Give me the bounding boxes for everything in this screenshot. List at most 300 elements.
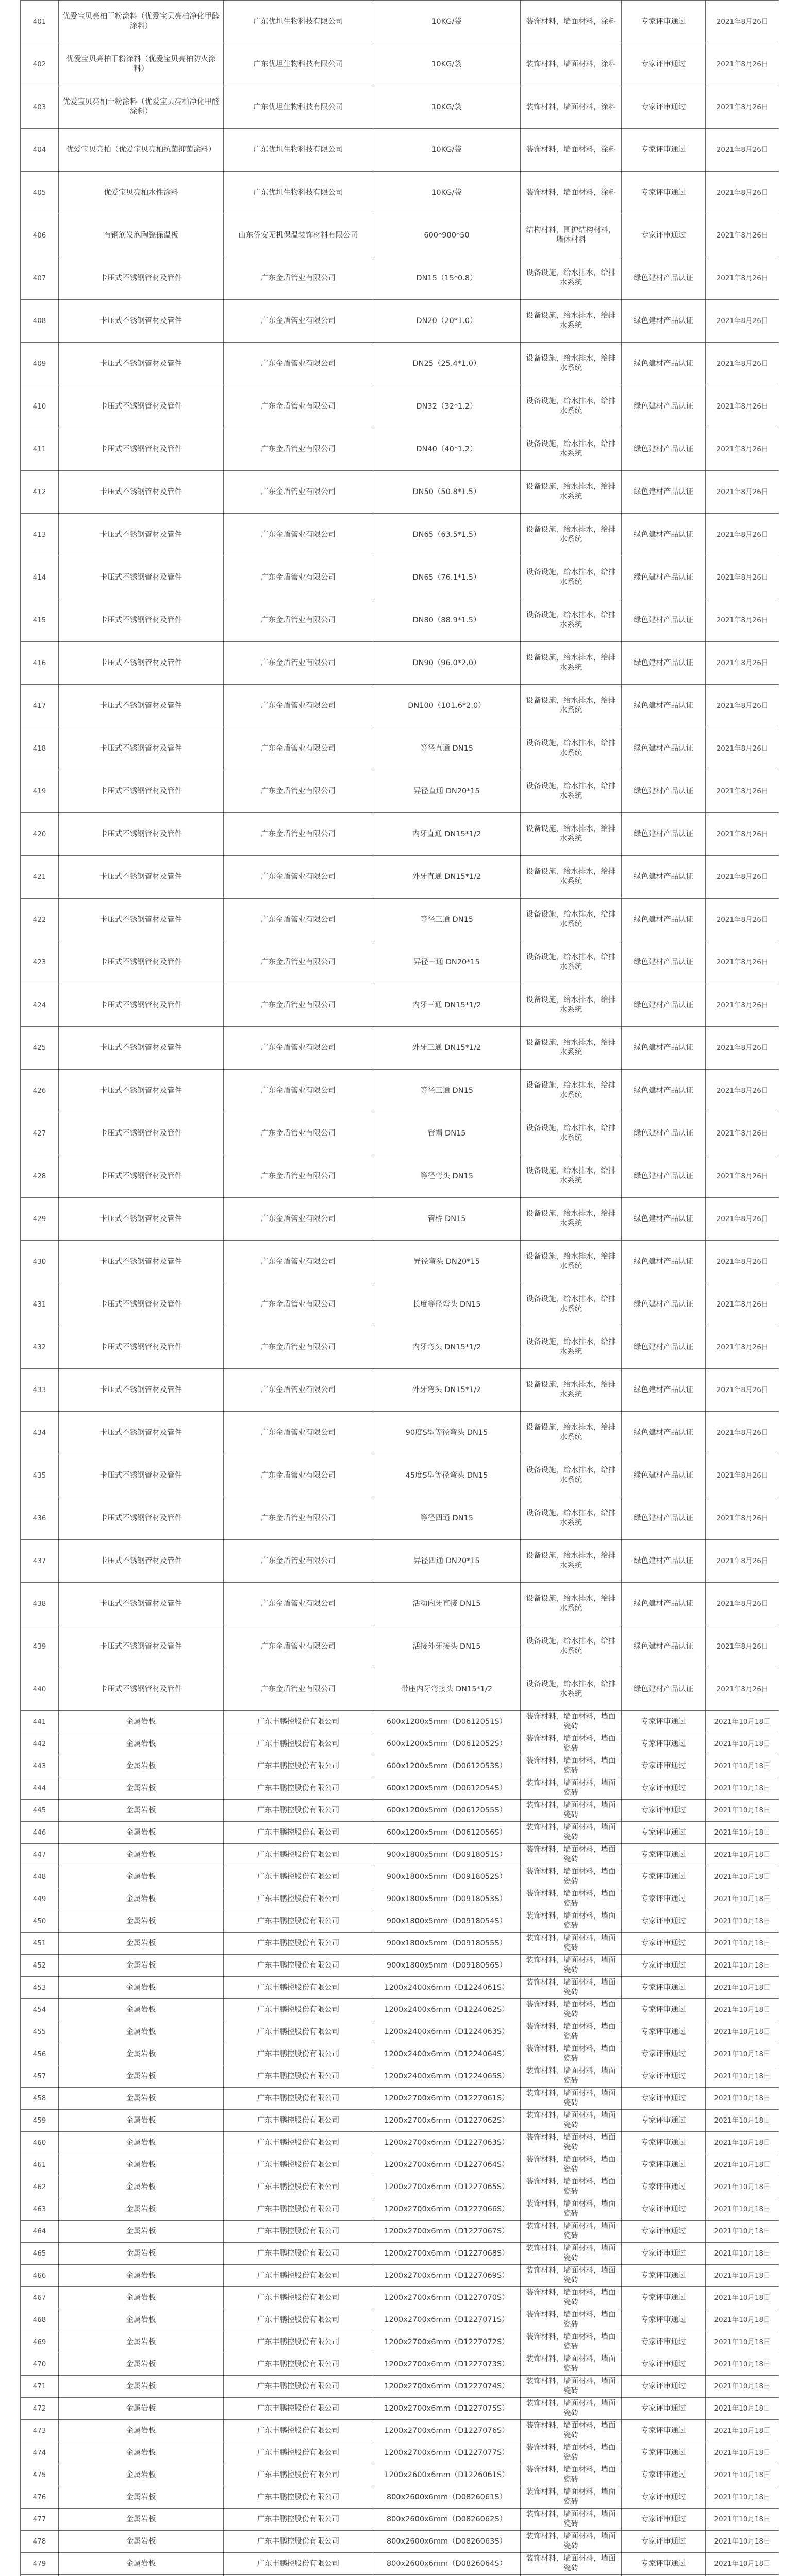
approval-method-cell: 绿色建材产品认证	[622, 1668, 706, 1711]
approval-date-cell: 2021年10月18日	[706, 1844, 779, 1866]
row-number-cell: 478	[21, 2531, 59, 2553]
company-name-cell: 广东丰鹏控股份有限公司	[224, 2243, 373, 2265]
company-name-cell: 广东丰鹏控股份有限公司	[224, 2132, 373, 2154]
table-row	[21, 1822, 779, 1844]
product-name-cell: 金属岩板	[59, 2154, 224, 2176]
approval-method-cell: 绿色建材产品认证	[622, 856, 706, 899]
product-spec-cell: DN32（32*1.2）	[373, 385, 521, 428]
approval-date-cell: 2021年8月26日	[706, 1326, 779, 1369]
row-number-cell: 461	[21, 2154, 59, 2176]
product-spec-cell: 1200x2400x6mm（D1224063S）	[373, 2021, 521, 2043]
approval-method-cell: 绿色建材产品认证	[622, 428, 706, 471]
product-category-cell: 装饰材料，墙面材料，涂料	[521, 86, 622, 129]
company-name-cell: 广东丰鹏控股份有限公司	[224, 1888, 373, 1910]
table-row	[21, 2221, 779, 2243]
table-row	[21, 685, 779, 727]
approval-date-cell: 2021年10月18日	[706, 1800, 779, 1822]
approval-method-cell: 绿色建材产品认证	[622, 1155, 706, 1198]
approval-date-cell: 2021年10月18日	[706, 2043, 779, 2065]
approval-date-cell: 2021年10月18日	[706, 2110, 779, 2132]
company-name-cell: 广东丰鹏控股份有限公司	[224, 2486, 373, 2509]
row-number-cell: 431	[21, 1283, 59, 1326]
product-name-cell: 金属岩板	[59, 2464, 224, 2486]
row-number-cell: 437	[21, 1540, 59, 1583]
company-name-cell: 广东金盾管业有限公司	[224, 1198, 373, 1241]
row-number-cell: 476	[21, 2486, 59, 2509]
row-number-cell: 465	[21, 2243, 59, 2265]
row-number-cell: 450	[21, 1910, 59, 1933]
product-spec-cell: 等径弯头 DN15	[373, 1155, 521, 1198]
approval-date-cell: 2021年8月26日	[706, 1283, 779, 1326]
product-spec-cell: 1200x2700x6mm（D1227071S）	[373, 2309, 521, 2331]
row-number-cell: 412	[21, 471, 59, 514]
approval-date-cell: 2021年8月26日	[706, 856, 779, 899]
product-category-cell: 装饰材料，墙面材料，墙面瓷砖	[521, 1866, 622, 1888]
product-category-cell: 设备设施，给水排水，给排水系统	[521, 1668, 622, 1711]
table-row	[21, 343, 779, 385]
product-category-cell: 设备设施，给水排水，给排水系统	[521, 556, 622, 599]
product-category-cell: 装饰材料，墙面材料，墙面瓷砖	[521, 2198, 622, 2221]
product-category-cell: 装饰材料，墙面材料，墙面瓷砖	[521, 2309, 622, 2331]
company-name-cell: 广东金盾管业有限公司	[224, 343, 373, 385]
product-category-cell: 装饰材料，墙面材料，墙面瓷砖	[521, 1800, 622, 1822]
table-row	[21, 1888, 779, 1910]
row-number-cell: 471	[21, 2376, 59, 2398]
product-spec-cell: 1200x2700x6mm（D1227066S）	[373, 2198, 521, 2221]
approval-method-cell: 专家评审通过	[622, 2265, 706, 2287]
table-row	[21, 941, 779, 984]
approval-method-cell: 绿色建材产品认证	[622, 343, 706, 385]
approval-date-cell: 2021年10月18日	[706, 2088, 779, 2110]
approval-date-cell: 2021年10月18日	[706, 2531, 779, 2553]
row-number-cell: 401	[21, 1, 59, 43]
company-name-cell: 广东丰鹏控股份有限公司	[224, 1999, 373, 2021]
company-name-cell: 广东金盾管业有限公司	[224, 1497, 373, 1540]
row-number-cell: 410	[21, 385, 59, 428]
product-name-cell: 金属岩板	[59, 2420, 224, 2442]
row-number-cell: 425	[21, 1027, 59, 1070]
company-name-cell: 广东丰鹏控股份有限公司	[224, 1977, 373, 1999]
company-name-cell: 广东金盾管业有限公司	[224, 856, 373, 899]
product-category-cell: 装饰材料，墙面材料，墙面瓷砖	[521, 1844, 622, 1866]
company-name-cell: 广东丰鹏控股份有限公司	[224, 2265, 373, 2287]
approval-method-cell: 绿色建材产品认证	[622, 899, 706, 941]
row-number-cell: 432	[21, 1326, 59, 1369]
company-name-cell: 广东金盾管业有限公司	[224, 727, 373, 770]
company-name-cell: 广东丰鹏控股份有限公司	[224, 1910, 373, 1933]
approval-method-cell: 专家评审通过	[622, 2376, 706, 2398]
product-category-cell: 装饰材料，墙面材料，墙面瓷砖	[521, 1777, 622, 1800]
product-spec-cell: 1200x2700x6mm（D1227068S）	[373, 2243, 521, 2265]
company-name-cell: 广东丰鹏控股份有限公司	[224, 1844, 373, 1866]
row-number-cell: 421	[21, 856, 59, 899]
product-spec-cell: DN40（40*1.2）	[373, 428, 521, 471]
row-number-cell: 452	[21, 1955, 59, 1977]
product-name-cell: 卡压式不锈钢管材及管件	[59, 770, 224, 813]
company-name-cell: 广东金盾管业有限公司	[224, 514, 373, 556]
product-name-cell: 金属岩板	[59, 1999, 224, 2021]
row-number-cell: 426	[21, 1070, 59, 1112]
company-name-cell: 广东金盾管业有限公司	[224, 685, 373, 727]
row-number-cell: 409	[21, 343, 59, 385]
product-spec-cell: 600x1200x5mm（D0612054S）	[373, 1777, 521, 1800]
product-name-cell: 金属岩板	[59, 2287, 224, 2309]
product-name-cell: 卡压式不锈钢管材及管件	[59, 1241, 224, 1283]
approval-date-cell: 2021年10月18日	[706, 1888, 779, 1910]
approval-method-cell: 绿色建材产品认证	[622, 770, 706, 813]
row-number-cell: 427	[21, 1112, 59, 1155]
product-spec-cell: 内牙三通 DN15*1/2	[373, 984, 521, 1027]
product-spec-cell: 1200x2400x6mm（D1224061S）	[373, 1977, 521, 1999]
approval-date-cell: 2021年10月18日	[706, 2265, 779, 2287]
product-spec-cell: 1200x2400x6mm（D1224062S）	[373, 1999, 521, 2021]
product-category-cell: 设备设施，给水排水，给排水系统	[521, 685, 622, 727]
approval-method-cell: 专家评审通过	[622, 2154, 706, 2176]
company-name-cell: 广东金盾管业有限公司	[224, 471, 373, 514]
row-number-cell: 424	[21, 984, 59, 1027]
product-category-cell: 装饰材料，墙面材料，涂料	[521, 1, 622, 43]
product-name-cell: 卡压式不锈钢管材及管件	[59, 856, 224, 899]
company-name-cell: 广东金盾管业有限公司	[224, 428, 373, 471]
company-name-cell: 广东金盾管业有限公司	[224, 1283, 373, 1326]
company-name-cell: 广东金盾管业有限公司	[224, 899, 373, 941]
product-spec-cell: 内牙直通 DN15*1/2	[373, 813, 521, 856]
table-row	[21, 2043, 779, 2065]
approval-method-cell: 绿色建材产品认证	[622, 1412, 706, 1454]
product-category-cell: 装饰材料，墙面材料，墙面瓷砖	[521, 2021, 622, 2043]
table-row	[21, 1800, 779, 1822]
approval-date-cell: 2021年10月18日	[706, 2132, 779, 2154]
company-name-cell: 广东丰鹏控股份有限公司	[224, 1822, 373, 1844]
product-name-cell: 卡压式不锈钢管材及管件	[59, 471, 224, 514]
product-category-cell: 设备设施，给水排水，给排水系统	[521, 1070, 622, 1112]
approval-method-cell: 专家评审通过	[622, 2486, 706, 2509]
product-category-cell: 设备设施，给水排水，给排水系统	[521, 1412, 622, 1454]
table-row	[21, 172, 779, 214]
product-spec-cell: 等径三通 DN15	[373, 1070, 521, 1112]
product-name-cell: 金属岩板	[59, 2065, 224, 2088]
company-name-cell: 广东金盾管业有限公司	[224, 1454, 373, 1497]
product-category-cell: 设备设施，给水排水，给排水系统	[521, 1583, 622, 1625]
product-spec-cell: DN50（50.8*1.5）	[373, 471, 521, 514]
product-spec-cell: 800x2600x6mm（D0826063S）	[373, 2531, 521, 2553]
product-category-cell: 设备设施，给水排水，给排水系统	[521, 813, 622, 856]
approval-method-cell: 专家评审通过	[622, 1888, 706, 1910]
product-category-cell: 装饰材料，墙面材料，涂料	[521, 172, 622, 214]
product-name-cell: 金属岩板	[59, 1977, 224, 1999]
product-spec-cell: 900x1800x5mm（D0918054S）	[373, 1910, 521, 1933]
table-row	[21, 1755, 779, 1777]
row-number-cell: 444	[21, 1777, 59, 1800]
product-category-cell: 装饰材料，墙面材料，墙面瓷砖	[521, 2420, 622, 2442]
approval-date-cell: 2021年8月26日	[706, 1198, 779, 1241]
product-category-cell: 装饰材料，墙面材料，墙面瓷砖	[521, 2442, 622, 2464]
approval-date-cell: 2021年10月18日	[706, 1910, 779, 1933]
row-number-cell: 477	[21, 2509, 59, 2531]
table-row	[21, 1910, 779, 1933]
product-category-cell: 设备设施，给水排水，给排水系统	[521, 1369, 622, 1412]
table-row	[21, 2287, 779, 2309]
company-name-cell: 广东丰鹏控股份有限公司	[224, 2021, 373, 2043]
approval-method-cell: 专家评审通过	[622, 43, 706, 86]
row-number-cell: 406	[21, 214, 59, 257]
approval-method-cell: 绿色建材产品认证	[622, 1583, 706, 1625]
product-name-cell: 卡压式不锈钢管材及管件	[59, 1027, 224, 1070]
product-category-cell: 设备设施，给水排水，给排水系统	[521, 471, 622, 514]
product-spec-cell: 10KG/袋	[373, 86, 521, 129]
table-row	[21, 2243, 779, 2265]
table-row	[21, 2553, 779, 2575]
product-spec-cell: 外牙三通 DN15*1/2	[373, 1027, 521, 1070]
company-name-cell: 广东金盾管业有限公司	[224, 257, 373, 300]
product-category-cell: 装饰材料，墙面材料，墙面瓷砖	[521, 2398, 622, 2420]
product-spec-cell: 800x2600x6mm（D0826064S）	[373, 2553, 521, 2575]
product-name-cell: 金属岩板	[59, 2331, 224, 2353]
row-number-cell: 411	[21, 428, 59, 471]
approval-method-cell: 专家评审通过	[622, 1822, 706, 1844]
product-name-cell: 优爱宝贝亮柏（优爱宝贝亮柏抗菌抑菌涂料）	[59, 129, 224, 172]
product-name-cell: 金属岩板	[59, 2376, 224, 2398]
product-spec-cell: 10KG/袋	[373, 129, 521, 172]
product-name-cell: 金属岩板	[59, 1888, 224, 1910]
product-name-cell: 卡压式不锈钢管材及管件	[59, 813, 224, 856]
product-category-cell: 设备设施，给水排水，给排水系统	[521, 1497, 622, 1540]
table-row	[21, 471, 779, 514]
product-spec-cell: 900x1800x5mm（D0918055S）	[373, 1933, 521, 1955]
product-category-cell: 设备设施，给水排水，给排水系统	[521, 941, 622, 984]
product-name-cell: 卡压式不锈钢管材及管件	[59, 257, 224, 300]
approval-method-cell: 专家评审通过	[622, 2176, 706, 2198]
company-name-cell: 广东丰鹏控股份有限公司	[224, 2531, 373, 2553]
table-row	[21, 300, 779, 343]
approval-method-cell: 绿色建材产品认证	[622, 514, 706, 556]
product-spec-cell: DN20（20*1.0）	[373, 300, 521, 343]
product-spec-cell: 异径四通 DN20*15	[373, 1540, 521, 1583]
approval-date-cell: 2021年10月18日	[706, 2176, 779, 2198]
company-name-cell: 广东金盾管业有限公司	[224, 300, 373, 343]
table-row	[21, 1155, 779, 1198]
approval-method-cell: 绿色建材产品认证	[622, 1112, 706, 1155]
product-spec-cell: 1200x2700x6mm（D1227062S）	[373, 2110, 521, 2132]
company-name-cell: 广东金盾管业有限公司	[224, 1668, 373, 1711]
row-number-cell: 420	[21, 813, 59, 856]
company-name-cell: 广东丰鹏控股份有限公司	[224, 2110, 373, 2132]
company-name-cell: 广东丰鹏控股份有限公司	[224, 2398, 373, 2420]
table-row	[21, 1241, 779, 1283]
table-row	[21, 1112, 779, 1155]
table-row	[21, 428, 779, 471]
approval-date-cell: 2021年10月18日	[706, 2154, 779, 2176]
product-spec-cell: 外牙直通 DN15*1/2	[373, 856, 521, 899]
product-name-cell: 金属岩板	[59, 2486, 224, 2509]
table-row	[21, 556, 779, 599]
product-spec-cell: 10KG/袋	[373, 43, 521, 86]
row-number-cell: 429	[21, 1198, 59, 1241]
product-name-cell: 金属岩板	[59, 2265, 224, 2287]
table-row	[21, 642, 779, 685]
product-name-cell: 卡压式不锈钢管材及管件	[59, 1155, 224, 1198]
approval-date-cell: 2021年10月18日	[706, 1755, 779, 1777]
approval-date-cell: 2021年10月18日	[706, 1822, 779, 1844]
approval-method-cell: 专家评审通过	[622, 129, 706, 172]
approval-method-cell: 专家评审通过	[622, 2088, 706, 2110]
product-spec-cell: 1200x2700x6mm（D1227063S）	[373, 2132, 521, 2154]
row-number-cell: 462	[21, 2176, 59, 2198]
approval-date-cell: 2021年10月18日	[706, 2398, 779, 2420]
approval-method-cell: 专家评审通过	[622, 2110, 706, 2132]
approval-method-cell: 专家评审通过	[622, 1, 706, 43]
company-name-cell: 广东金盾管业有限公司	[224, 1412, 373, 1454]
product-spec-cell: 1200x2600x6mm（D1226061S）	[373, 2464, 521, 2486]
company-name-cell: 广东金盾管业有限公司	[224, 813, 373, 856]
product-name-cell: 金属岩板	[59, 1910, 224, 1933]
product-spec-cell: 1200x2700x6mm（D1227076S）	[373, 2420, 521, 2442]
product-name-cell: 卡压式不锈钢管材及管件	[59, 1198, 224, 1241]
product-name-cell: 卡压式不锈钢管材及管件	[59, 1454, 224, 1497]
product-name-cell: 卡压式不锈钢管材及管件	[59, 1412, 224, 1454]
company-name-cell: 广东丰鹏控股份有限公司	[224, 1955, 373, 1977]
approval-method-cell: 绿色建材产品认证	[622, 642, 706, 685]
product-category-cell: 结构材料，围护结构材料，墙体材料	[521, 214, 622, 257]
product-spec-cell: DN100（101.6*2.0）	[373, 685, 521, 727]
product-spec-cell: 异径弯头 DN20*15	[373, 1241, 521, 1283]
product-name-cell: 金属岩板	[59, 1800, 224, 1822]
approval-method-cell: 专家评审通过	[622, 2331, 706, 2353]
table-row	[21, 1454, 779, 1497]
table-row	[21, 2088, 779, 2110]
product-spec-cell: 1200x2700x6mm（D1227067S）	[373, 2221, 521, 2243]
product-name-cell: 优爱宝贝亮柏干粉涂料（优爱宝贝亮柏防火涂料）	[59, 43, 224, 86]
product-table-body	[21, 1, 779, 2576]
company-name-cell: 广东丰鹏控股份有限公司	[224, 1733, 373, 1755]
table-row	[21, 1711, 779, 1733]
product-spec-cell: 1200x2700x6mm（D1227070S）	[373, 2287, 521, 2309]
approval-date-cell: 2021年8月26日	[706, 1454, 779, 1497]
approval-method-cell: 专家评审通过	[622, 2353, 706, 2376]
approval-date-cell: 2021年10月18日	[706, 2021, 779, 2043]
approval-method-cell: 专家评审通过	[622, 2132, 706, 2154]
approval-date-cell: 2021年8月26日	[706, 1, 779, 43]
product-name-cell: 卡压式不锈钢管材及管件	[59, 899, 224, 941]
row-number-cell: 430	[21, 1241, 59, 1283]
company-name-cell: 广东丰鹏控股份有限公司	[224, 2176, 373, 2198]
row-number-cell: 472	[21, 2398, 59, 2420]
row-number-cell: 419	[21, 770, 59, 813]
product-category-cell: 设备设施，给水排水，给排水系统	[521, 1112, 622, 1155]
approval-date-cell: 2021年10月18日	[706, 1777, 779, 1800]
table-row	[21, 385, 779, 428]
approval-method-cell: 绿色建材产品认证	[622, 727, 706, 770]
row-number-cell: 414	[21, 556, 59, 599]
product-spec-cell: 600x1200x5mm（D0612052S）	[373, 1733, 521, 1755]
approval-method-cell: 专家评审通过	[622, 2531, 706, 2553]
product-spec-cell: 等径直通 DN15	[373, 727, 521, 770]
product-name-cell: 金属岩板	[59, 2221, 224, 2243]
approval-method-cell: 绿色建材产品认证	[622, 1369, 706, 1412]
product-category-cell: 装饰材料，墙面材料，墙面瓷砖	[521, 2353, 622, 2376]
product-spec-cell: 1200x2700x6mm（D1227065S）	[373, 2176, 521, 2198]
row-number-cell: 479	[21, 2553, 59, 2575]
row-number-cell: 463	[21, 2198, 59, 2221]
row-number-cell: 473	[21, 2420, 59, 2442]
product-name-cell: 金属岩板	[59, 1955, 224, 1977]
product-category-cell: 设备设施，给水排水，给排水系统	[521, 428, 622, 471]
approval-date-cell: 2021年8月26日	[706, 1412, 779, 1454]
product-name-cell: 金属岩板	[59, 2353, 224, 2376]
product-name-cell: 金属岩板	[59, 1733, 224, 1755]
approval-date-cell: 2021年10月18日	[706, 2486, 779, 2509]
table-row	[21, 1977, 779, 1999]
table-row	[21, 2154, 779, 2176]
product-name-cell: 卡压式不锈钢管材及管件	[59, 1283, 224, 1326]
approval-date-cell: 2021年8月26日	[706, 300, 779, 343]
row-number-cell: 457	[21, 2065, 59, 2088]
approval-date-cell: 2021年8月26日	[706, 1583, 779, 1625]
company-name-cell: 广东丰鹏控股份有限公司	[224, 2043, 373, 2065]
row-number-cell: 460	[21, 2132, 59, 2154]
table-row	[21, 1955, 779, 1977]
row-number-cell: 413	[21, 514, 59, 556]
approval-method-cell: 专家评审通过	[622, 214, 706, 257]
product-spec-cell: DN90（96.0*2.0）	[373, 642, 521, 685]
approval-date-cell: 2021年8月26日	[706, 514, 779, 556]
product-spec-cell: 等径三通 DN15	[373, 899, 521, 941]
approval-date-cell: 2021年8月26日	[706, 899, 779, 941]
approval-date-cell: 2021年10月18日	[706, 2420, 779, 2442]
product-spec-cell: 内牙弯头 DN15*1/2	[373, 1326, 521, 1369]
company-name-cell: 广东丰鹏控股份有限公司	[224, 2353, 373, 2376]
company-name-cell: 广东丰鹏控股份有限公司	[224, 2331, 373, 2353]
company-name-cell: 广东丰鹏控股份有限公司	[224, 2221, 373, 2243]
approval-method-cell: 绿色建材产品认证	[622, 257, 706, 300]
table-row	[21, 2021, 779, 2043]
table-row	[21, 1999, 779, 2021]
product-spec-cell: 带座内牙弯接头 DN15*1/2	[373, 1668, 521, 1711]
row-number-cell: 417	[21, 685, 59, 727]
company-name-cell: 广东丰鹏控股份有限公司	[224, 1777, 373, 1800]
product-spec-cell: 900x1800x5mm（D0918053S）	[373, 1888, 521, 1910]
approval-date-cell: 2021年8月26日	[706, 1497, 779, 1540]
product-category-cell: 设备设施，给水排水，给排水系统	[521, 1027, 622, 1070]
approval-date-cell: 2021年10月18日	[706, 1733, 779, 1755]
row-number-cell: 449	[21, 1888, 59, 1910]
approval-date-cell: 2021年10月18日	[706, 1999, 779, 2021]
company-name-cell: 广东丰鹏控股份有限公司	[224, 2420, 373, 2442]
product-spec-cell: DN80（88.9*1.5）	[373, 599, 521, 642]
row-number-cell: 456	[21, 2043, 59, 2065]
row-number-cell: 439	[21, 1625, 59, 1668]
product-name-cell: 卡压式不锈钢管材及管件	[59, 1540, 224, 1583]
company-name-cell: 广东金盾管业有限公司	[224, 1540, 373, 1583]
product-name-cell: 金属岩板	[59, 2398, 224, 2420]
table-row	[21, 1625, 779, 1668]
approval-method-cell: 绿色建材产品认证	[622, 1497, 706, 1540]
approval-date-cell: 2021年10月18日	[706, 1977, 779, 1999]
product-category-cell: 设备设施，给水排水，给排水系统	[521, 1454, 622, 1497]
approval-method-cell: 绿色建材产品认证	[622, 1454, 706, 1497]
table-row	[21, 2110, 779, 2132]
approval-method-cell: 绿色建材产品认证	[622, 385, 706, 428]
product-category-cell: 装饰材料，墙面材料，墙面瓷砖	[521, 2287, 622, 2309]
row-number-cell: 436	[21, 1497, 59, 1540]
approval-date-cell: 2021年10月18日	[706, 2376, 779, 2398]
approval-date-cell: 2021年10月18日	[706, 2309, 779, 2331]
row-number-cell: 418	[21, 727, 59, 770]
table-row	[21, 214, 779, 257]
row-number-cell: 474	[21, 2442, 59, 2464]
approval-method-cell: 专家评审通过	[622, 1777, 706, 1800]
approval-method-cell: 专家评审通过	[622, 1711, 706, 1733]
